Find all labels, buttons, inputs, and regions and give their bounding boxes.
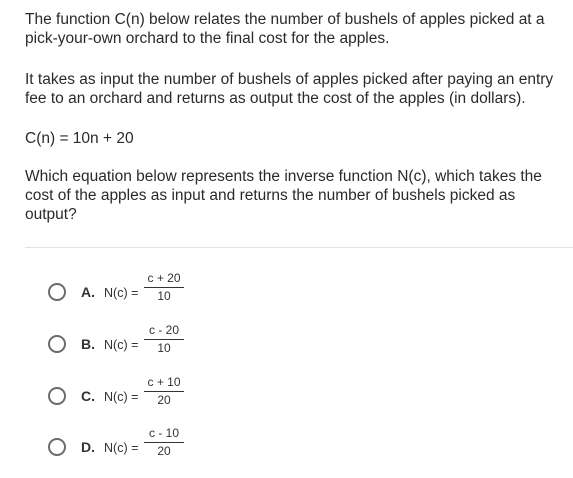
choice-lhs: N(c) = xyxy=(104,286,139,300)
choice-lhs: N(c) = xyxy=(104,338,139,352)
fraction-numerator: c + 20 xyxy=(144,271,184,288)
fraction-denominator: 10 xyxy=(157,289,171,303)
fraction-numerator: c - 10 xyxy=(144,426,184,443)
choice-letter: A. xyxy=(81,284,95,300)
radio-button-a[interactable] xyxy=(48,283,66,301)
function-equation: C(n) = 10n + 20 xyxy=(25,130,134,147)
question-prompt: Which equation below represents the inverse function N(c), which takes the cost of the apples as input and returns the number of bushels picked as output? xyxy=(25,168,542,223)
choice-c[interactable] xyxy=(48,375,348,427)
fraction-denominator: 20 xyxy=(157,444,171,458)
divider xyxy=(25,247,573,248)
choice-b[interactable] xyxy=(48,323,348,375)
fraction-numerator: c + 10 xyxy=(144,375,184,392)
choice-fraction xyxy=(144,375,184,407)
radio-button-c[interactable] xyxy=(48,387,66,405)
choice-d[interactable] xyxy=(48,426,348,478)
choice-fraction xyxy=(144,323,184,355)
question-paragraph-intro: The function C(n) below relates the number of bushels of apples picked at a pick-your-own orchard to the final cost for the apples. xyxy=(25,11,545,47)
choice-a[interactable] xyxy=(48,271,348,323)
fraction-denominator: 10 xyxy=(157,341,171,355)
choice-letter: C. xyxy=(81,388,95,404)
choice-fraction xyxy=(144,271,184,303)
choice-lhs: N(c) = xyxy=(104,390,139,404)
choice-letter: B. xyxy=(81,336,95,352)
choice-lhs: N(c) = xyxy=(104,441,139,455)
question-paragraph-description: It takes as input the number of bushels of apples picked after paying an entry fee to an orchard and returns as output the cost of the apples (in dollars). xyxy=(25,71,554,107)
choice-letter: D. xyxy=(81,439,95,455)
radio-button-d[interactable] xyxy=(48,438,66,456)
choice-fraction xyxy=(144,426,184,458)
fraction-numerator: c - 20 xyxy=(144,323,184,340)
fraction-denominator: 20 xyxy=(157,393,171,407)
radio-button-b[interactable] xyxy=(48,335,66,353)
